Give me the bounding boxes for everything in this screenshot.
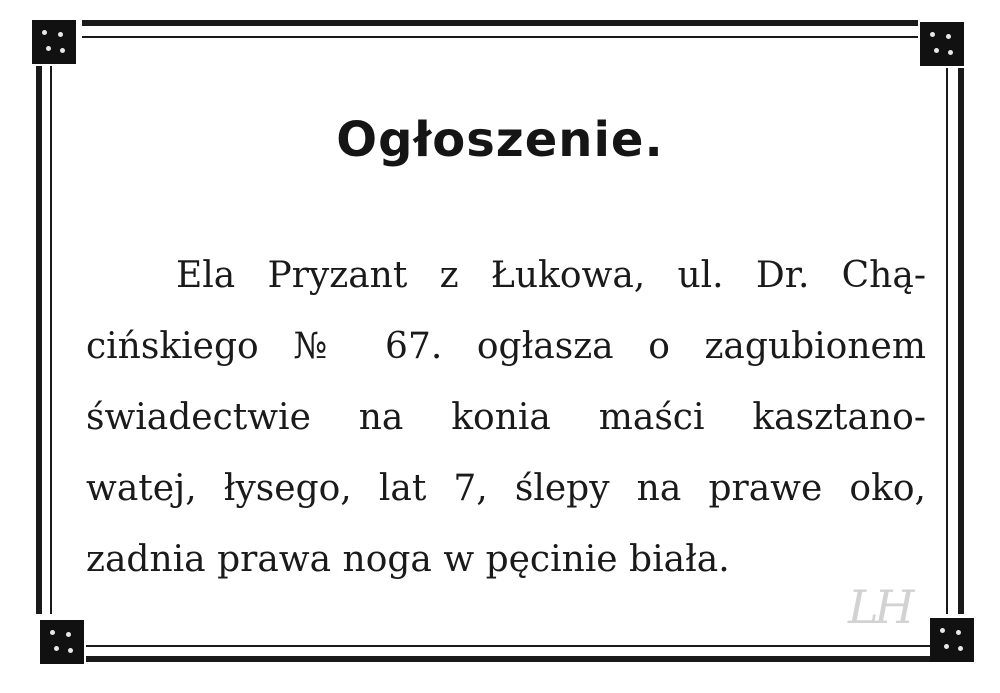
notice-title: Ogłoszenie. bbox=[336, 112, 664, 168]
notice-line-5: zadnia prawa noga w pęcinie biała. bbox=[86, 539, 730, 580]
bottom-border-thick bbox=[86, 656, 930, 662]
corner-ornament-top-right bbox=[920, 22, 964, 66]
corner-ornament-bottom-right bbox=[930, 618, 974, 662]
watermark-monogram: LH bbox=[848, 580, 911, 634]
corner-ornament-bottom-left bbox=[40, 620, 84, 664]
top-border-thin bbox=[82, 36, 918, 38]
corner-ornament-top-left bbox=[32, 20, 76, 64]
notice-body bbox=[86, 240, 926, 595]
notice-line-4: watej, łysego, lat 7, ślepy na prawe oko, bbox=[86, 468, 926, 509]
bottom-border-thin bbox=[86, 645, 930, 647]
notice-line-3: świadectwie na konia maści kasztano- bbox=[86, 397, 926, 438]
top-border-thick bbox=[82, 20, 918, 26]
notice-line-2: cińskiego № 67. ogłasza o zagubionem bbox=[86, 326, 926, 367]
notice-line-1: Ela Pryzant z Łukowa, ul. Dr. Chą- bbox=[176, 255, 926, 296]
